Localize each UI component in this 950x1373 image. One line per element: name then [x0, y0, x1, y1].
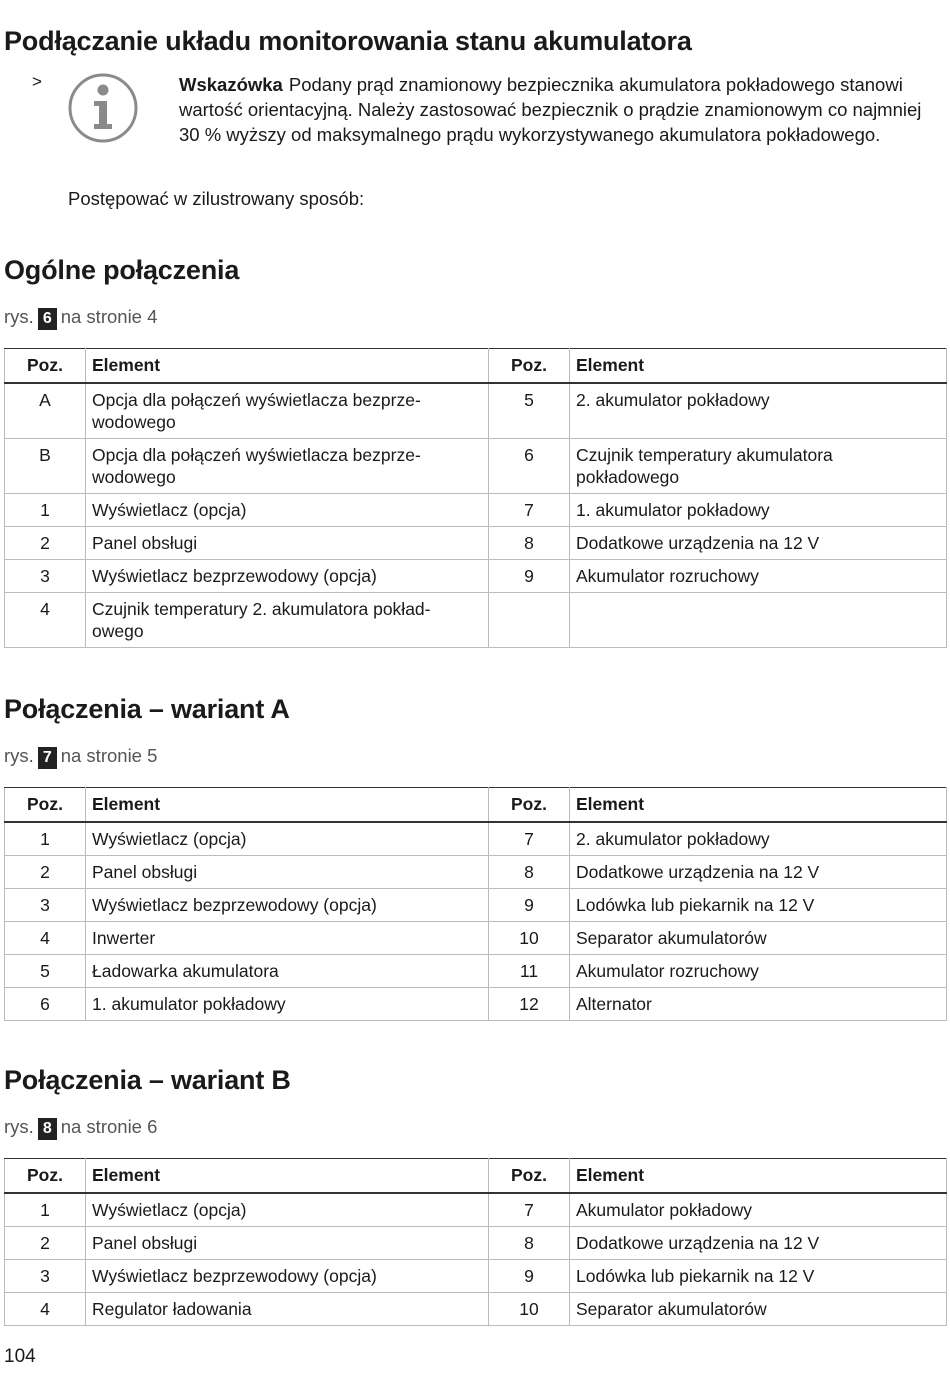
cell-pos: 6	[5, 988, 86, 1021]
column-header-pos: Poz.	[489, 1159, 570, 1194]
table-row	[5, 1293, 947, 1326]
cell-pos: 7	[489, 1193, 570, 1227]
table-row	[5, 1193, 947, 1227]
table-row	[5, 988, 947, 1021]
cell-element: 1. akumulator pokładowy	[570, 494, 947, 527]
cell-pos: 9	[489, 889, 570, 922]
table-row	[5, 1260, 947, 1293]
cell-element: Ładowarka akumulatora	[86, 955, 489, 988]
cell-pos: 5	[5, 955, 86, 988]
cell-pos: 1	[5, 1193, 86, 1227]
parts-table	[4, 787, 947, 1021]
cell-element: Panel obsługi	[86, 856, 489, 889]
page-title: Podłączanie układu monitorowania stanu akumulatora	[4, 26, 692, 56]
cell-pos	[489, 593, 570, 648]
column-header-element: Element	[570, 349, 947, 384]
cell-element: 2. akumulator pokładowy	[570, 822, 947, 856]
figure-reference	[4, 1116, 157, 1140]
page-number: 104	[4, 1346, 36, 1367]
cell-pos: 6	[489, 439, 570, 494]
column-header-element: Element	[86, 788, 489, 823]
cell-element: Dodatkowe urządzenia na 12 V	[570, 856, 947, 889]
cell-pos: 4	[5, 593, 86, 648]
table-row	[5, 593, 947, 648]
cell-pos: 7	[489, 494, 570, 527]
cell-pos: 10	[489, 922, 570, 955]
cell-element: Czujnik temperatury akumulatora pokładowego	[570, 439, 947, 494]
cell-element: Dodatkowe urządzenia na 12 V	[570, 1227, 947, 1260]
column-header-element: Element	[86, 349, 489, 384]
column-header-pos: Poz.	[5, 349, 86, 384]
cell-element: Opcja dla połączeń wyświetlacza bezprze- wodowego	[86, 439, 489, 494]
figure-number-badge[interactable]: 8	[38, 1118, 57, 1140]
cell-pos: 8	[489, 527, 570, 560]
cell-element: Wyświetlacz (opcja)	[86, 822, 489, 856]
note-text: Podany prąd znamionowy bezpiecznika akumulatora pokładowego stanowi wartość orientacyjną. Należy zastosować bezpiecznik o prądzie znamionowym co najmniej 30 % wyższy od maksymalnego prądu wykorzystywanego akumulatora pokładowego.	[179, 74, 922, 145]
cell-pos: 4	[5, 1293, 86, 1326]
cell-pos: 1	[5, 822, 86, 856]
cell-pos: A	[5, 383, 86, 439]
column-header-pos: Poz.	[489, 788, 570, 823]
cell-pos: 12	[489, 988, 570, 1021]
column-header-element: Element	[570, 788, 947, 823]
section-heading: Połączenia – wariant B	[4, 1065, 291, 1095]
figure-number-badge[interactable]: 6	[38, 308, 57, 330]
cell-element: Lodówka lub piekarnik na 12 V	[570, 889, 947, 922]
table-header-row	[5, 349, 947, 384]
parts-table	[4, 1158, 947, 1326]
figure-number-badge[interactable]: 7	[38, 747, 57, 769]
cell-element: 2. akumulator pokładowy	[570, 383, 947, 439]
figure-ref-suffix: na stronie 4	[60, 306, 158, 327]
cell-pos: B	[5, 439, 86, 494]
cell-element: Wyświetlacz (opcja)	[86, 494, 489, 527]
table-row	[5, 822, 947, 856]
cell-pos: 8	[489, 1227, 570, 1260]
cell-element: Regulator ładowania	[86, 1293, 489, 1326]
cell-element: Panel obsługi	[86, 527, 489, 560]
cell-pos: 9	[489, 1260, 570, 1293]
cell-pos: 5	[489, 383, 570, 439]
info-icon	[67, 72, 139, 144]
section-heading: Połączenia – wariant A	[4, 694, 290, 724]
table-header-row	[5, 1159, 947, 1194]
table-row	[5, 922, 947, 955]
cell-pos: 10	[489, 1293, 570, 1326]
cell-element: Akumulator rozruchowy	[570, 560, 947, 593]
cell-element: Panel obsługi	[86, 1227, 489, 1260]
table-row	[5, 383, 947, 439]
cell-element: Inwerter	[86, 922, 489, 955]
parts-table	[4, 348, 947, 648]
note-block	[179, 72, 944, 147]
cell-element: Wyświetlacz bezprzewodowy (opcja)	[86, 1260, 489, 1293]
cell-pos: 11	[489, 955, 570, 988]
note-label: Wskazówka	[179, 74, 283, 95]
cell-pos: 8	[489, 856, 570, 889]
cell-element: Wyświetlacz (opcja)	[86, 1193, 489, 1227]
cell-pos: 2	[5, 1227, 86, 1260]
cell-pos: 3	[5, 1260, 86, 1293]
cell-element: Akumulator pokładowy	[570, 1193, 947, 1227]
cell-element: Separator akumulatorów	[570, 922, 947, 955]
table-row	[5, 439, 947, 494]
table-row	[5, 889, 947, 922]
cell-element: Opcja dla połączeń wyświetlacza bezprze- wodowego	[86, 383, 489, 439]
cell-element: Wyświetlacz bezprzewodowy (opcja)	[86, 889, 489, 922]
cell-element: Separator akumulatorów	[570, 1293, 947, 1326]
cell-pos: 4	[5, 922, 86, 955]
column-header-element: Element	[86, 1159, 489, 1194]
intro-text: Postępować w zilustrowany sposób:	[68, 188, 365, 209]
column-header-pos: Poz.	[5, 788, 86, 823]
figure-reference	[4, 306, 157, 330]
table-header-row	[5, 788, 947, 823]
cell-element	[570, 593, 947, 648]
cell-element: Czujnik temperatury 2. akumulatora pokład- owego	[86, 593, 489, 648]
cell-pos: 2	[5, 856, 86, 889]
cell-element: Lodówka lub piekarnik na 12 V	[570, 1260, 947, 1293]
cell-pos: 2	[5, 527, 86, 560]
table-row	[5, 560, 947, 593]
cell-element: 1. akumulator pokładowy	[86, 988, 489, 1021]
figure-ref-suffix: na stronie 5	[60, 745, 158, 766]
figure-ref-prefix: rys.	[4, 306, 34, 327]
cell-pos: 3	[5, 560, 86, 593]
note-chevron: >	[32, 72, 42, 91]
table-row	[5, 856, 947, 889]
table-row	[5, 1227, 947, 1260]
cell-element: Wyświetlacz bezprzewodowy (opcja)	[86, 560, 489, 593]
figure-reference	[4, 745, 157, 769]
section-heading: Ogólne połączenia	[4, 255, 240, 285]
column-header-element: Element	[570, 1159, 947, 1194]
cell-element: Akumulator rozruchowy	[570, 955, 947, 988]
cell-pos: 1	[5, 494, 86, 527]
figure-ref-suffix: na stronie 6	[60, 1116, 158, 1137]
figure-ref-prefix: rys.	[4, 1116, 34, 1137]
cell-pos: 9	[489, 560, 570, 593]
figure-ref-prefix: rys.	[4, 745, 34, 766]
cell-element: Dodatkowe urządzenia na 12 V	[570, 527, 947, 560]
column-header-pos: Poz.	[489, 349, 570, 384]
table-row	[5, 527, 947, 560]
cell-pos: 7	[489, 822, 570, 856]
table-row	[5, 955, 947, 988]
column-header-pos: Poz.	[5, 1159, 86, 1194]
cell-pos: 3	[5, 889, 86, 922]
cell-element: Alternator	[570, 988, 947, 1021]
table-row	[5, 494, 947, 527]
